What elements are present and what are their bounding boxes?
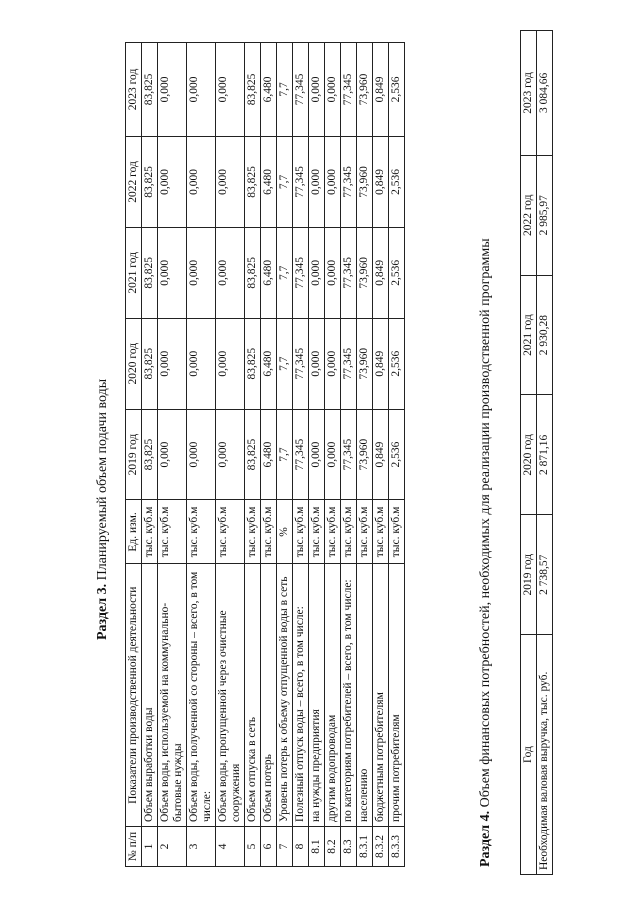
- value-cell: 0,000: [325, 227, 341, 318]
- value-cell: 73,960: [357, 43, 373, 137]
- table-row: [537, 31, 553, 875]
- unit-cell: тыс. куб.м: [389, 500, 405, 564]
- value-cell: 2 930,28: [537, 275, 553, 395]
- indicator-name: на нужды предприятия: [309, 564, 325, 827]
- value-cell: 77,345: [293, 227, 309, 318]
- value-cell: 0,000: [309, 409, 325, 500]
- value-cell: 0,000: [325, 409, 341, 500]
- value-cell: 73,960: [357, 136, 373, 227]
- value-cell: 83,825: [142, 409, 158, 500]
- indicator-name: бюджетным потребителям: [373, 564, 389, 827]
- unit-cell: тыс. куб.м: [158, 500, 187, 564]
- value-cell: 7,7: [277, 227, 293, 318]
- row-number: 3: [187, 827, 216, 867]
- value-cell: 0,000: [309, 227, 325, 318]
- row-number: 8: [293, 827, 309, 867]
- value-cell: 6,480: [261, 409, 277, 500]
- column-header: № п/п: [126, 827, 142, 867]
- water-supply-table: [125, 42, 405, 867]
- value-cell: 83,825: [245, 409, 261, 500]
- column-header: 2021 год: [521, 275, 537, 395]
- value-cell: 77,345: [341, 227, 357, 318]
- value-cell: 0,849: [373, 43, 389, 137]
- unit-cell: тыс. куб.м: [293, 500, 309, 564]
- unit-cell: тыс. куб.м: [187, 500, 216, 564]
- column-header: 2020 год: [521, 395, 537, 515]
- value-cell: 2,536: [389, 43, 405, 137]
- value-cell: 0,000: [187, 227, 216, 318]
- value-cell: 2 738,57: [537, 515, 553, 635]
- value-cell: 83,825: [142, 136, 158, 227]
- indicator-name: Объем отпуска в сеть: [245, 564, 261, 827]
- table-row: [277, 43, 293, 867]
- unit-cell: тыс. куб.м: [357, 500, 373, 564]
- value-cell: 0,000: [158, 227, 187, 318]
- unit-cell: тыс. куб.м: [261, 500, 277, 564]
- unit-cell: тыс. куб.м: [216, 500, 245, 564]
- indicator-name: Объем потерь: [261, 564, 277, 827]
- column-header: 2022 год: [126, 136, 142, 227]
- value-cell: 0,000: [158, 136, 187, 227]
- value-cell: 83,825: [245, 136, 261, 227]
- value-cell: 77,345: [293, 43, 309, 137]
- value-cell: 77,345: [293, 318, 309, 409]
- value-cell: 0,000: [216, 227, 245, 318]
- value-cell: 77,345: [293, 136, 309, 227]
- value-cell: 77,345: [341, 409, 357, 500]
- row-number: 8.3.3: [389, 827, 405, 867]
- column-header: 2023 год: [126, 43, 142, 137]
- value-cell: 2 871,16: [537, 395, 553, 515]
- value-cell: 2,536: [389, 136, 405, 227]
- column-header: Показатели производственной деятельности: [126, 564, 142, 827]
- column-header: 2020 год: [126, 318, 142, 409]
- table-row: [158, 43, 187, 867]
- value-cell: 6,480: [261, 136, 277, 227]
- value-cell: 2,536: [389, 227, 405, 318]
- row-number: 8.3.2: [373, 827, 389, 867]
- indicator-name: Объем выработки воды: [142, 564, 158, 827]
- section4-title-text: Объем финансовых потребностей, необходимых для реализации производственной программы: [478, 238, 493, 811]
- value-cell: 6,480: [261, 227, 277, 318]
- table-row: [357, 43, 373, 867]
- indicator-name: Полезный отпуск воды – всего, в том числе:: [293, 564, 309, 827]
- value-cell: 0,000: [309, 318, 325, 409]
- row-number: 8.2: [325, 827, 341, 867]
- row-number: 8.1: [309, 827, 325, 867]
- table-row: [245, 43, 261, 867]
- row-number: 8.3.1: [357, 827, 373, 867]
- value-cell: 0,849: [373, 136, 389, 227]
- value-cell: 0,000: [325, 136, 341, 227]
- value-cell: 0,849: [373, 318, 389, 409]
- column-header: 2021 год: [126, 227, 142, 318]
- value-cell: 77,345: [341, 318, 357, 409]
- row-number: 1: [142, 827, 158, 867]
- value-cell: 6,480: [261, 318, 277, 409]
- column-header: Год: [521, 635, 537, 875]
- value-cell: 77,345: [293, 409, 309, 500]
- column-header: 2022 год: [521, 155, 537, 275]
- value-cell: 0,849: [373, 409, 389, 500]
- value-cell: 73,960: [357, 409, 373, 500]
- section3-title-text: Планируемый объем подачи воды: [95, 378, 110, 584]
- table-row: [389, 43, 405, 867]
- indicator-name: Объем воды, пропущенной через очистные сооружения: [216, 564, 245, 827]
- value-cell: 83,825: [245, 318, 261, 409]
- indicator-name: другим водопроводам: [325, 564, 341, 827]
- value-cell: 83,825: [142, 43, 158, 137]
- table-row: [373, 43, 389, 867]
- indicator-name: Объем воды, полученной со стороны – всего, в том числе:: [187, 564, 216, 827]
- unit-cell: тыс. куб.м: [325, 500, 341, 564]
- table-body: [537, 31, 553, 875]
- value-cell: 83,825: [245, 227, 261, 318]
- row-number: 2: [158, 827, 187, 867]
- value-cell: 0,000: [187, 318, 216, 409]
- value-cell: 77,345: [341, 43, 357, 137]
- value-cell: 2,536: [389, 409, 405, 500]
- indicator-name: Уровень потерь к объему отпущенной воды в сеть: [277, 564, 293, 827]
- value-cell: 0,000: [216, 318, 245, 409]
- value-cell: 0,000: [325, 318, 341, 409]
- value-cell: 2,536: [389, 318, 405, 409]
- value-cell: 3 084,66: [537, 31, 553, 156]
- value-cell: 6,480: [261, 43, 277, 137]
- financial-needs-table: [520, 30, 553, 875]
- value-cell: 0,000: [158, 409, 187, 500]
- table-row: [293, 43, 309, 867]
- column-header: 2023 год: [521, 31, 537, 156]
- table-row: [309, 43, 325, 867]
- section3-title: [95, 379, 111, 640]
- section4-title: [478, 238, 494, 867]
- unit-cell: %: [277, 500, 293, 564]
- row-label: Необходимая валовая выручка, тыс. руб.: [537, 635, 553, 875]
- value-cell: 0,000: [216, 43, 245, 137]
- value-cell: 7,7: [277, 318, 293, 409]
- value-cell: 0,000: [187, 409, 216, 500]
- value-cell: 2 985,97: [537, 155, 553, 275]
- value-cell: 83,825: [245, 43, 261, 137]
- value-cell: 0,000: [325, 43, 341, 137]
- value-cell: 77,345: [341, 136, 357, 227]
- indicator-name: прочим потребителям: [389, 564, 405, 827]
- value-cell: 0,849: [373, 227, 389, 318]
- indicator-name: по категориям потребителей – всего, в том числе:: [341, 564, 357, 827]
- unit-cell: тыс. куб.м: [309, 500, 325, 564]
- unit-cell: тыс. куб.м: [142, 500, 158, 564]
- table-row: [261, 43, 277, 867]
- value-cell: 83,825: [142, 227, 158, 318]
- indicator-name: Объем воды, используемой на коммунально-бытовые нужды: [158, 564, 187, 827]
- section4-title-number: Раздел 4.: [478, 810, 493, 867]
- value-cell: 0,000: [187, 43, 216, 137]
- value-cell: 73,960: [357, 227, 373, 318]
- row-number: 4: [216, 827, 245, 867]
- value-cell: 0,000: [309, 136, 325, 227]
- value-cell: 83,825: [142, 318, 158, 409]
- unit-cell: тыс. куб.м: [373, 500, 389, 564]
- value-cell: 0,000: [216, 409, 245, 500]
- table-header-row: [126, 43, 142, 867]
- value-cell: 7,7: [277, 409, 293, 500]
- table-row: [142, 43, 158, 867]
- row-number: 6: [261, 827, 277, 867]
- value-cell: 7,7: [277, 43, 293, 137]
- value-cell: 0,000: [187, 136, 216, 227]
- table-row: [187, 43, 216, 867]
- value-cell: 0,000: [309, 43, 325, 137]
- indicator-name: населению: [357, 564, 373, 827]
- table-row: [325, 43, 341, 867]
- table-header-row: [521, 31, 537, 875]
- value-cell: 0,000: [158, 318, 187, 409]
- unit-cell: тыс. куб.м: [245, 500, 261, 564]
- section3-title-number: Раздел 3.: [95, 583, 110, 640]
- column-header: Ед. изм.: [126, 500, 142, 564]
- unit-cell: тыс. куб.м: [341, 500, 357, 564]
- value-cell: 0,000: [158, 43, 187, 137]
- value-cell: 73,960: [357, 318, 373, 409]
- row-number: 8.3: [341, 827, 357, 867]
- column-header: 2019 год: [521, 515, 537, 635]
- value-cell: 0,000: [216, 136, 245, 227]
- row-number: 7: [277, 827, 293, 867]
- table-row: [216, 43, 245, 867]
- value-cell: 7,7: [277, 136, 293, 227]
- column-header: 2019 год: [126, 409, 142, 500]
- table-row: [341, 43, 357, 867]
- row-number: 5: [245, 827, 261, 867]
- table-body: [142, 43, 405, 867]
